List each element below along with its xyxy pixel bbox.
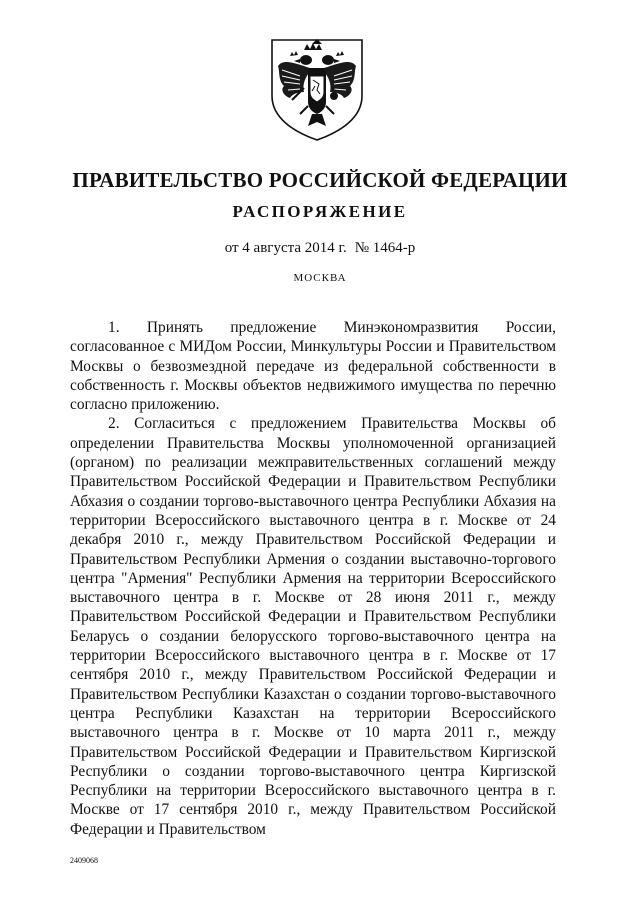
document-date: от 4 августа 2014 г. xyxy=(224,240,347,256)
document-code: 2409068 xyxy=(70,856,98,865)
document-date-line xyxy=(0,240,640,257)
document-number: № 1464-р xyxy=(354,240,416,256)
russian-coat-of-arms-icon xyxy=(268,36,366,142)
document-city: МОСКВА xyxy=(293,272,347,284)
document-body xyxy=(70,318,556,839)
paragraph-1: 1. Принять предложение Минэкономразвития России, согласованное с МИДом России, Минкультуры России и Правительством Москвы о безвозмездной передаче из федеральной собственности в собственность г. Москвы объектов недвижимого имущества по перечню согласно приложению. xyxy=(70,319,556,414)
organization-title: ПРАВИТЕЛЬСТВО РОССИЙСКОЙ ФЕДЕРАЦИИ xyxy=(72,168,568,192)
paragraph-2: 2. Согласиться с предложением Правительства Москвы об определении Правительства Москвы уполномоченной организацией (органом) по реализации межправительственных соглашений между Правительством Российской Федерации и Правительством Республики Абхазия о создании торгово-выставочного центра Республики Абхазия на территории Всероссийского выставочного центра в г. Москве от 24 декабря 2010 г., между Правительством Российской Федерации и Правительством Республики Армения о создании выставочно-торгового центра "Армения" Республики Армения на территории Всероссийского выставочного центра в г. Москве от 28 июня 2011 г., между Правительством Российской Федерации и Правительством Республики Беларусь о создании белорусского торгово-выставочного центра на территории Всероссийского выставочного центра в г. Москве от 17 сентября 2010 г., между Правительством Российской Федерации и Правительством Республики Казахстан о создании торгово-выставочного центра Республики Казахстан на территории Всероссийского выставочного центра в г. Москве от 10 марта 2011 г., между Правительством Российской Федерации и Правительством Киргизской Республики о создании торгово-выставочного центра Киргизской Республики на территории Всероссийского выставочного центра в г. Москве от 17 сентября 2010 г., между Правительством Российской Федерации и Правительством xyxy=(70,415,556,838)
document-type: РАСПОРЯЖЕНИЕ xyxy=(232,202,408,221)
